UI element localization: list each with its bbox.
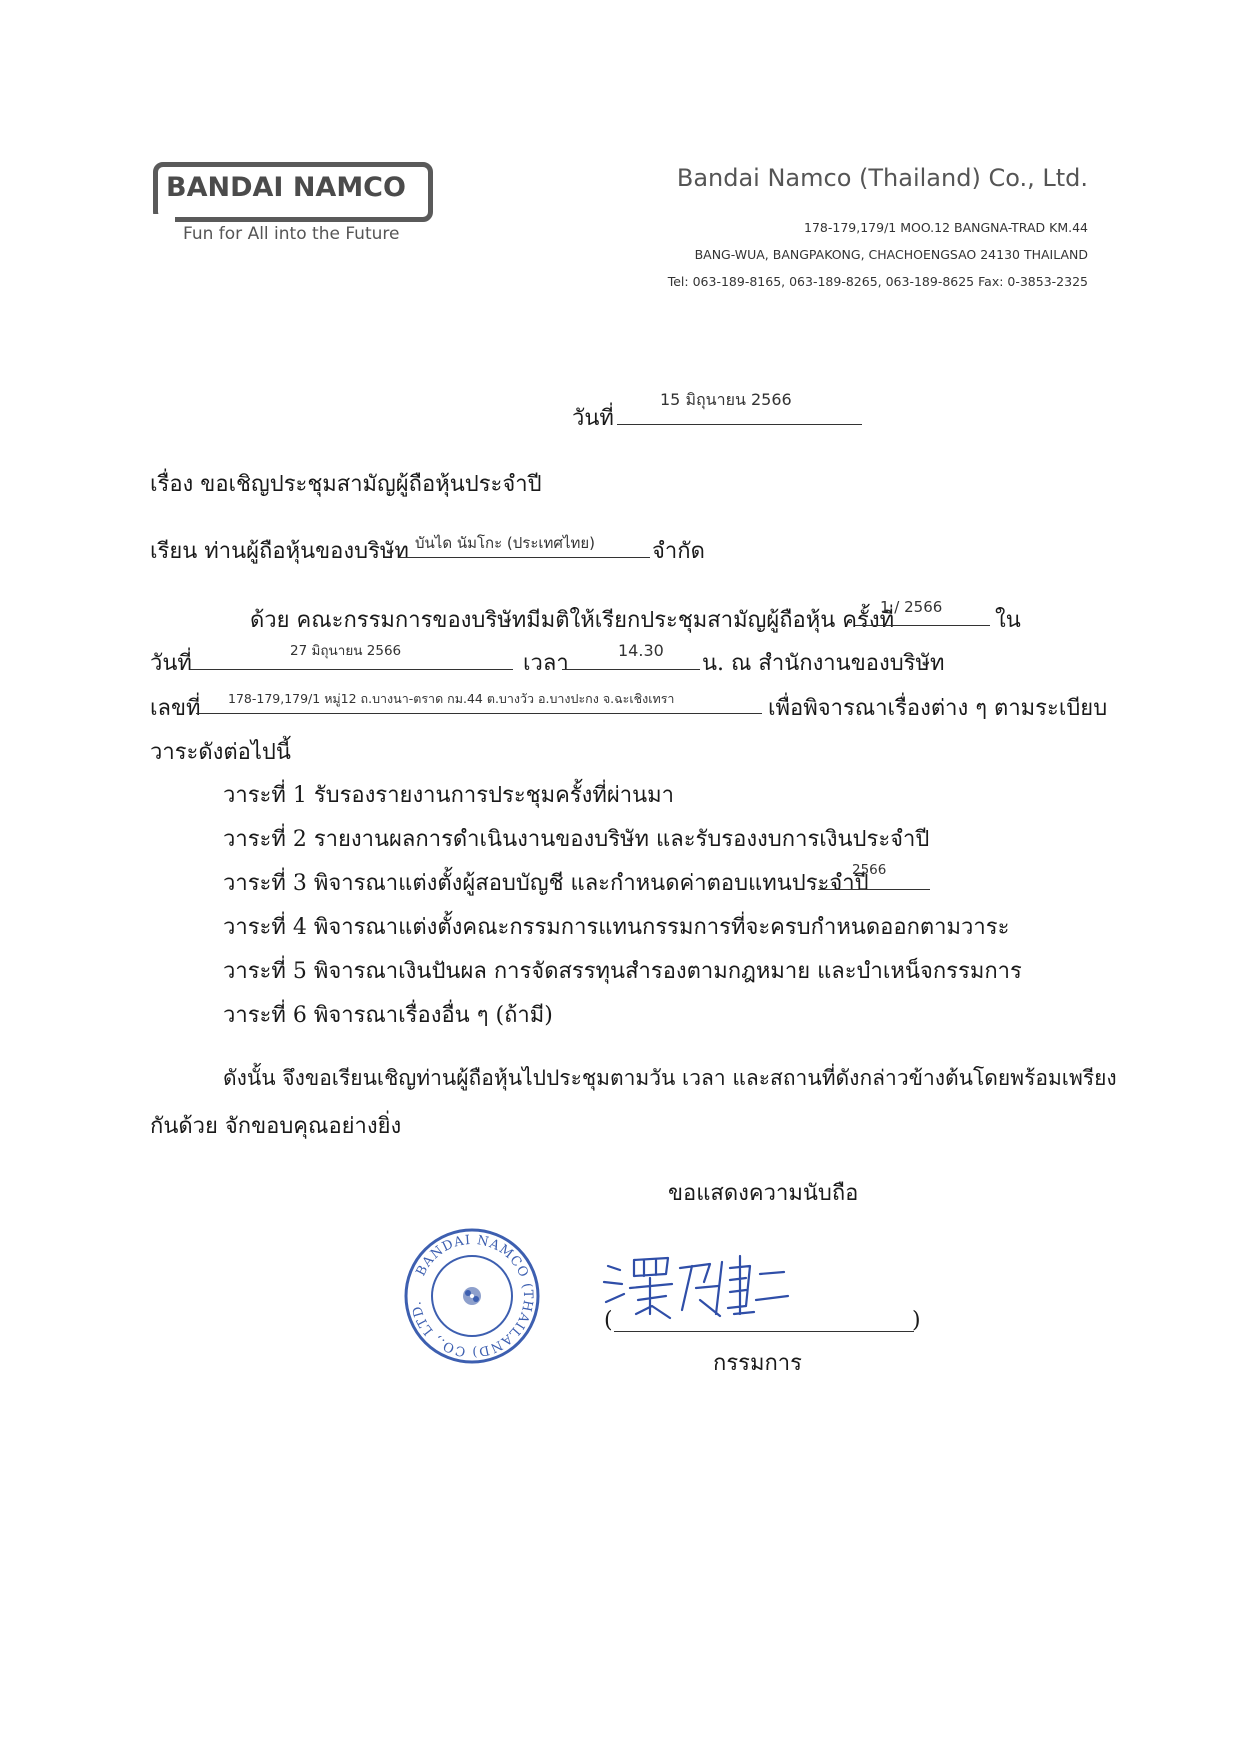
meeting-time: 14.30 (618, 641, 664, 660)
recipient-company: บันได นัมโกะ (ประเทศไทย) (415, 534, 596, 552)
meeting-no: 1 / 2566 (880, 598, 943, 616)
signatory-position: กรรมการ (713, 1351, 802, 1376)
signature-close-paren: ) (912, 1308, 921, 1333)
meeting-no-underline (855, 625, 990, 626)
company-logo: BANDAI NAMCO (166, 172, 406, 203)
date-underline (617, 424, 862, 425)
agenda-item-6: วาระที่ 6 พิจารณาเรื่องอื่น ๆ (ถ้ามี) (223, 1003, 553, 1028)
signature-open-paren: ( (604, 1308, 613, 1333)
body-line-1: ด้วย คณะกรรมการของบริษัทมีมติให้เรียกประชุมสามัญผู้ถือหุ้น ครั้งที่ (250, 608, 895, 633)
agenda-item-1: วาระที่ 1 รับรองรายงานการประชุมครั้งที่ผ่านมา (223, 783, 675, 808)
recipient-suffix: จำกัด (652, 539, 705, 564)
company-name: Bandai Namco (Thailand) Co., Ltd. (676, 164, 1088, 192)
agenda-item-4: วาระที่ 4 พิจารณาแต่งตั้งคณะกรรมการแทนกรรมการที่จะครบกำหนดออกตามวาระ (223, 915, 1010, 940)
agenda-item-5: วาระที่ 5 พิจารณาเงินปันผล การจัดสรรทุนสำรองตามกฎหมาย และบำเหน็จกรรมการ (223, 959, 1022, 984)
agenda-3-fill: 2566 (852, 862, 887, 878)
logo-tagline: Fun for All into the Future (183, 224, 400, 244)
signature-line (614, 1331, 914, 1332)
agenda-3-underline (818, 889, 930, 890)
recipient-underline (398, 557, 650, 558)
agenda-item-2: วาระที่ 2 รายงานผลการดำเนินงานของบริษัท และรับรองงบการเงินประจำปี (223, 827, 930, 852)
signature-icon (600, 1248, 790, 1328)
no-label: เลขที่ (150, 696, 201, 721)
address-line-2: BANG-WUA, BANGPAKONG, CHACHOENGSAO 24130 THAILAND (694, 247, 1088, 262)
agenda-intro: วาระดังต่อไปนี้ (150, 740, 291, 765)
meeting-address-underline (196, 713, 762, 714)
date-label: วันที่ (572, 406, 614, 431)
date-value: 15 มิถุนายน 2566 (660, 390, 792, 409)
contact-line: Tel: 063-189-8165, 063-189-8265, 063-189-8625 Fax: 0-3853-2325 (667, 274, 1088, 289)
address-line-1: 178-179,179/1 MOO.12 BANGNA-TRAD KM.44 (804, 220, 1088, 235)
seal-text: BANDAI NAMCO (THAILAND) CO., LTD. (409, 1232, 536, 1360)
closing-line-1: ดังนั้น จึงขอเรียนเชิญท่านผู้ถือหุ้นไปประชุมตามวัน เวลา และสถานที่ดังกล่าวข้างต้นโดยพร้อมเพรียง (223, 1066, 1117, 1090)
meeting-date: 27 มิถุนายน 2566 (290, 643, 402, 659)
meeting-date-underline (190, 669, 513, 670)
recipient-prefix: เรียน ท่านผู้ถือหุ้นของบริษัท (150, 539, 409, 564)
address-suffix: เพื่อพิจารณาเรื่องต่าง ๆ ตามระเบียบ (768, 696, 1108, 721)
regards: ขอแสดงความนับถือ (668, 1181, 859, 1206)
closing-line-2: กันด้วย จักขอบคุณอย่างยิ่ง (150, 1114, 402, 1139)
logo-frame-gap (153, 214, 175, 232)
day-label: วันที่ (150, 651, 192, 676)
meeting-time-underline (562, 669, 700, 670)
time-label: เวลา (523, 651, 569, 676)
time-suffix: น. ณ สำนักงานของบริษัท (702, 651, 945, 676)
agenda-item-3: วาระที่ 3 พิจารณาแต่งตั้งผู้สอบบัญชี และกำหนดค่าตอบแทนประจำปี (223, 871, 869, 896)
company-seal-icon (402, 1226, 542, 1366)
meeting-address: 178-179,179/1 หมู่12 ถ.บางนา-ตราด กม.44 ต.บางวัว อ.บางปะกง จ.ฉะเชิงเทรา (228, 691, 675, 706)
subject: เรื่อง ขอเชิญประชุมสามัญผู้ถือหุ้นประจำปี (150, 472, 542, 497)
body-line-1-in: ใน (995, 608, 1021, 633)
